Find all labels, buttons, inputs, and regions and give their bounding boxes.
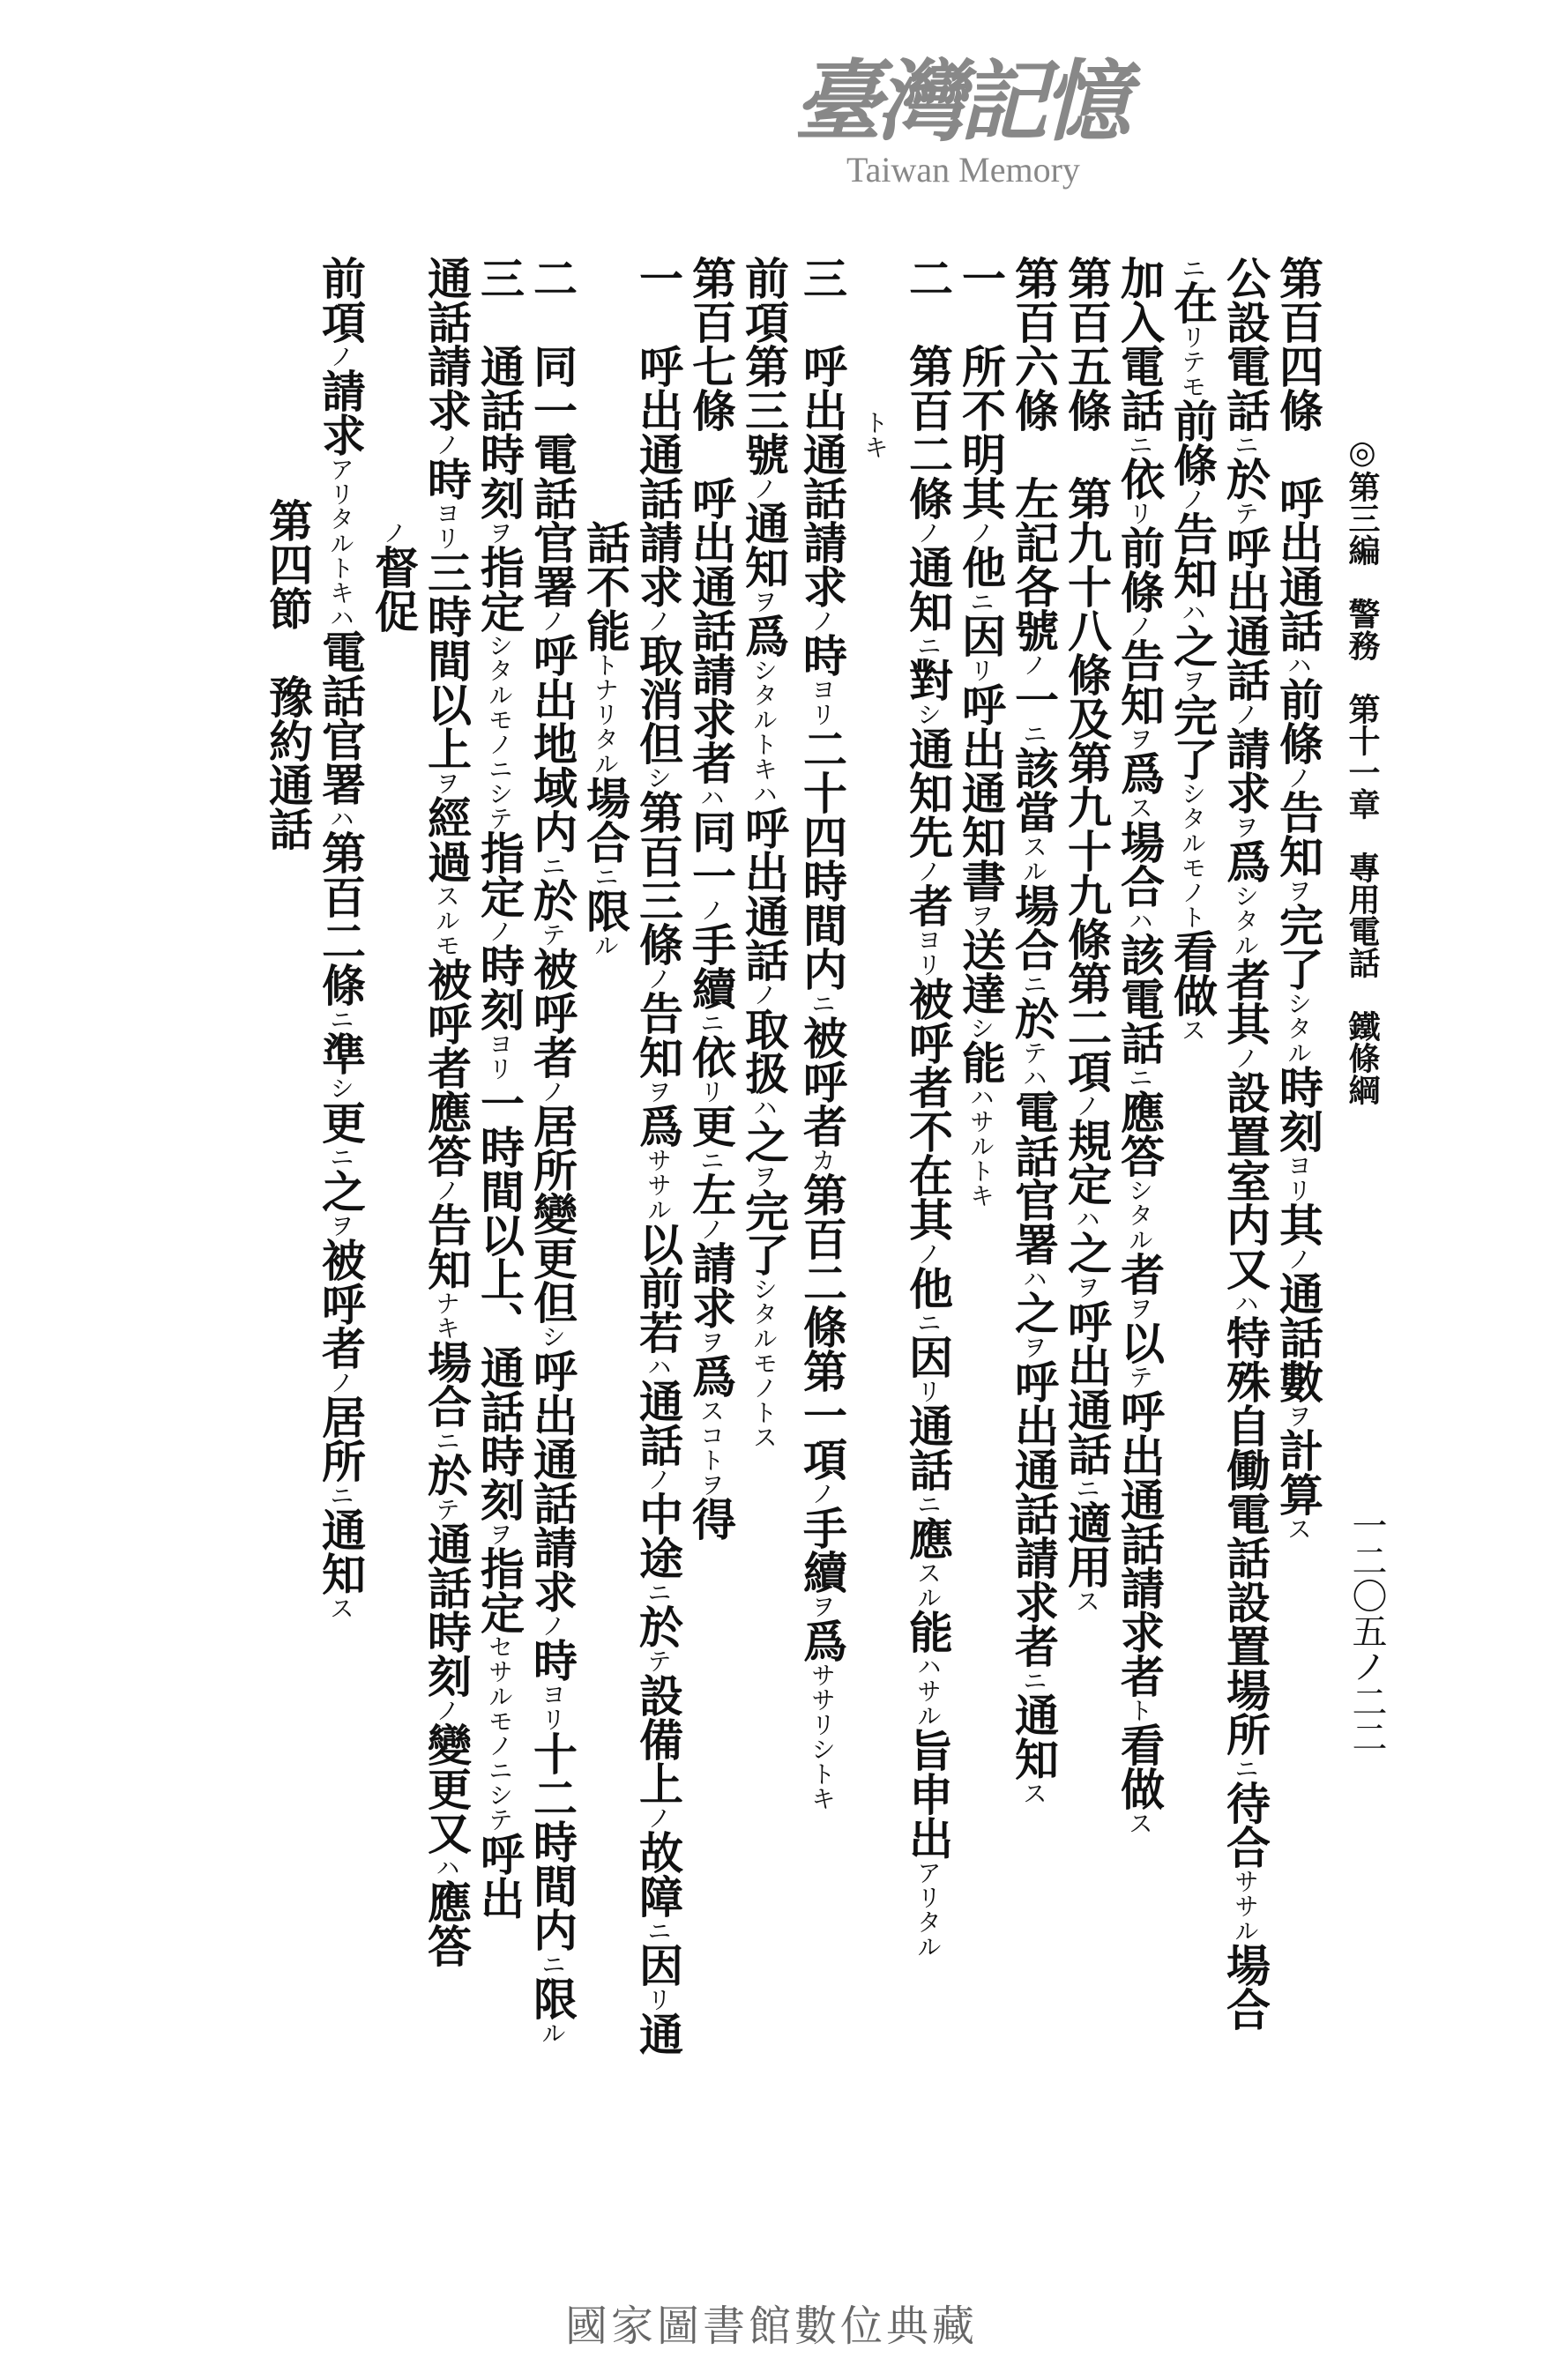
watermark-en: Taiwan Memory — [846, 150, 1080, 190]
text-column: 公設電話ニ於テ呼出通話ノ請求ヲ爲シタル者其ノ設置室内又ハ特殊自働電話設置場所ニ待合ササル場合 — [1219, 256, 1271, 2031]
text-column: 三 通話時刻ヲ指定シタルモノニシテ指定ノ時刻ヨリ一時間以上、通話時刻ヲ指定セサルモノニシテ呼出 — [473, 256, 526, 1920]
text-column: ノ督促 — [368, 520, 420, 633]
section-heading: 第四節 豫約通話 — [262, 498, 314, 851]
text-column: 前項ノ請求アリタルトキハ電話官署ハ第百二條ニ準シ更ニ之ヲ被呼者ノ居所ニ通知ス — [315, 256, 367, 1620]
footer-credit: 國家圖書館數位典藏 — [564, 2302, 978, 2351]
double-circle-mark: ◎ — [1344, 434, 1381, 471]
text-column: 話不能トナリタル場合ニ限ル — [579, 520, 631, 957]
text-column: 一 呼出通話請求ノ取消但シ第百三條ノ告知ヲ爲ササル以前若ハ通話ノ中途ニ於テ設備上ノ故障ニ因リ通 — [632, 256, 684, 2056]
text-column: 第百六條 左記各號ノ一ニ該當スル場合ニ於テハ電話官署ハ之ヲ呼出通話請求者ニ通知ス — [1008, 256, 1060, 1805]
text-column: トキ — [861, 410, 890, 459]
running-header — [1340, 434, 1384, 1105]
page-number: 一二〇五ノ二二 — [1346, 1507, 1387, 1754]
text-column: 二 同一電話官署ノ呼出地域内ニ於テ被呼者ノ居所變更但シ呼出通話請求ノ時ヨリ十二時間内ニ限ル — [526, 256, 578, 2045]
text-column: 三 呼出通話請求ノ時ヨリ二十四時間内ニ被呼者カ第百二條第一項ノ手續ヲ爲ササリシトキ — [796, 256, 848, 1811]
watermark-cn: 臺灣記憶 — [794, 49, 1125, 153]
text-column: 一 所不明其ノ他ニ因リ呼出通知書ヲ送達シ能ハサルトキ — [955, 256, 1007, 1208]
text-column: 二 第百二條ノ通知ニ對シ通知先ノ者ヨリ被呼者不在其ノ他ニ因リ通話ニ應スル能ハサル旨申出アリタル — [902, 256, 954, 1959]
text-column: 前項第三號ノ通知ヲ爲シタルトキハ呼出通話ノ取扱ハ之ヲ完了シタルモノトス — [738, 256, 790, 1449]
text-column: 第百七條 呼出通話請求者ハ同一ノ手續ニ依リ更ニ左ノ請求ヲ爲スコトヲ得 — [685, 256, 737, 1541]
running-header-text: 第三編 警務 第十一章 專用電話 鐵條綱 — [1344, 471, 1381, 1105]
text-column: ニ在リテモ前條ノ告知ハ之ヲ完了シタルモノト看做ス — [1167, 256, 1219, 1042]
text-column: 第百五條 第九十八條及第九十九條第二項ノ規定ハ之ヲ呼出通話ニ適用ス — [1061, 256, 1113, 1613]
text-column: 加入電話ニ依リ前條ノ告知ヲ爲ス場合ハ該電話ニ應答シタル者ヲ以テ呼出通話請求者ト看做ス — [1114, 256, 1166, 1835]
watermark-logo — [794, 49, 1125, 190]
text-column: 第百四條 呼出通話ハ前條ノ告知ヲ完了シタル時刻ヨリ其ノ通話數ヲ計算ス — [1272, 256, 1324, 1541]
text-column: 通話請求ノ時ヨリ三時間以上ヲ經過スルモ被呼者應答ノ告知ナキ場合ニ於テ通話時刻ノ變更又ハ應答 — [421, 256, 473, 1967]
